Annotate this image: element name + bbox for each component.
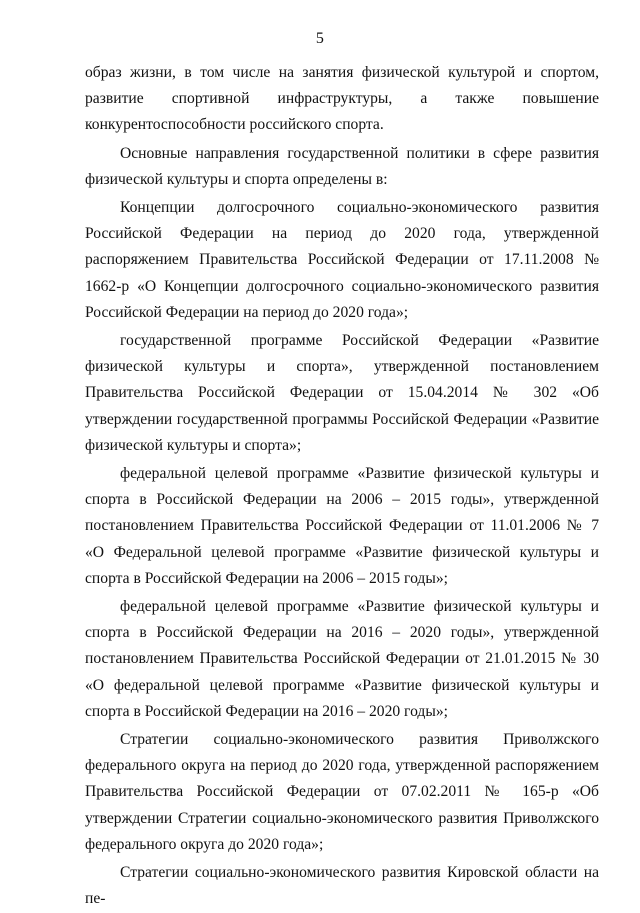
paragraph-long-term-concept: Концепции долгосрочного социально-экономического развития Российской Федерации на период до 2020 года, утвержденной распоряжением Правительства Российской Федерации от 17.11.2008 № 1662-р «О Концепции долгосрочного социально-экономического развития Российской Федерации на период до 2020 года»;: [85, 199, 599, 321]
paragraph-policy-directions: Основные направления государственной политики в сфере развития физической культуры и спорта определены в:: [85, 144, 599, 188]
paragraph-volga-district-strategy: Стратегии социально-экономического развития Приволжского федерального округа на период до 2020 года, утвержденной распоряжением Правительства Российской Федерации от 07.02.2011 № 165-р «Об утверждении Стратегии социально-экономического развития Приволжского федерального округа до 2020 года»;: [85, 731, 599, 853]
paragraph-federal-program-2016-2020: федеральной целевой программе «Развитие физической культуры и спорта в Российской Федерации на 2016 – 2020 годы», утвержденной постановлением Правительства Российской Федерации от 21.01.2015 № 30 «О федеральной целевой программе «Развитие физической культуры и спорта в Российской Федерации на 2016 – 2020 годы»;: [85, 598, 599, 720]
paragraph-kirov-region-strategy: Стратегии социально-экономического развития Кировской области на пе-: [85, 864, 599, 908]
page-number: 5: [315, 30, 325, 47]
paragraph-federal-program-2006-2015: федеральной целевой программе «Развитие физической культуры и спорта в Российской Федерации на 2006 – 2015 годы», утвержденной постановлением Правительства Российской Федерации от 11.01.2006 № 7 «О Федеральной целевой программе «Развитие физической культуры и спорта в Российской Федерации на 2006 – 2015 годы»;: [85, 465, 599, 587]
paragraph-state-program: государственной программе Российской Федерации «Развитие физической культуры и спорта», утвержденной постановлением Правительства Российской Федерации от 15.04.2014 № 302 «Об утверждении государственной программы Российской Федерации «Развитие физической культуры и спорта»;: [85, 332, 599, 454]
paragraph-intro-continuation: образ жизни, в том числе на занятия физической культурой и спортом, развитие спортивной инфраструктуры, а также повышение конкурентоспособности российского спорта.: [85, 64, 599, 134]
page-body: [85, 60, 599, 913]
